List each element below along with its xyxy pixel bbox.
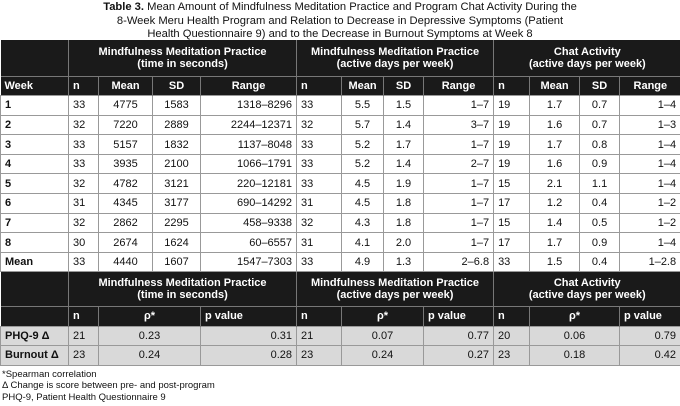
- table-cell: 1318–8296: [201, 96, 297, 116]
- table-cell: 1066–1791: [201, 154, 297, 174]
- table-cell: 0.8: [580, 135, 620, 155]
- row-label: 7: [1, 213, 69, 233]
- group-header-time: Mindfulness Meditation Practice (time in seconds): [69, 40, 297, 76]
- table-row: [1, 174, 680, 194]
- table-cell: 33: [69, 135, 99, 155]
- corr-group-header-active-days: Mindfulness Meditation Practice (active days per week): [297, 272, 494, 306]
- table-cell: 19: [494, 154, 530, 174]
- table-cell: 1–7: [424, 174, 494, 194]
- table-cell: 33: [494, 252, 530, 272]
- table-cell: 0.7: [580, 115, 620, 135]
- table-cell: 3935: [99, 154, 153, 174]
- column-header: n: [297, 76, 342, 96]
- table-cell: 17: [494, 233, 530, 253]
- table-cell: 1.7: [530, 233, 580, 253]
- corr-table-row: [1, 346, 680, 366]
- corr-column-header: n: [297, 306, 342, 326]
- row-label: 2: [1, 115, 69, 135]
- table-cell: 30: [69, 233, 99, 253]
- column-header: Range: [620, 76, 680, 96]
- table-cell: 5.2: [342, 135, 384, 155]
- table-cell: 1583: [153, 96, 201, 116]
- table-cell: 33: [69, 96, 99, 116]
- row-label: PHQ-9 Δ: [1, 326, 69, 346]
- table-cell: 1.2: [530, 194, 580, 214]
- table-cell: 1624: [153, 233, 201, 253]
- table-cell: 1.4: [530, 213, 580, 233]
- table-cell: 1–7: [424, 135, 494, 155]
- table-cell: 0.79: [620, 326, 680, 346]
- table-row: [1, 252, 680, 272]
- table-cell: 1137–8048: [201, 135, 297, 155]
- corr-column-header-row: [1, 306, 680, 326]
- table-cell: 2862: [99, 213, 153, 233]
- corr-group-header-time: Mindfulness Meditation Practice (time in seconds): [69, 272, 297, 306]
- table-cell: 1.5: [384, 96, 424, 116]
- table-row: [1, 135, 680, 155]
- table-cell: 33: [297, 135, 342, 155]
- table-cell: 0.28: [201, 346, 297, 366]
- table-cell: 19: [494, 135, 530, 155]
- table-cell: 0.18: [530, 346, 620, 366]
- table-cell: 5.2: [342, 154, 384, 174]
- table-cell: 4782: [99, 174, 153, 194]
- table-cell: 4.5: [342, 194, 384, 214]
- table-cell: 17: [494, 194, 530, 214]
- table-cell: 15: [494, 213, 530, 233]
- row-label: 4: [1, 154, 69, 174]
- table-cell: 2295: [153, 213, 201, 233]
- table-cell: 3121: [153, 174, 201, 194]
- table-cell: 5157: [99, 135, 153, 155]
- table-cell: 0.4: [580, 194, 620, 214]
- table-cell: 1.7: [530, 135, 580, 155]
- table-cell: 0.23: [99, 326, 201, 346]
- row-label: 6: [1, 194, 69, 214]
- corr-column-header: n: [69, 306, 99, 326]
- table-cell: 1–7: [424, 194, 494, 214]
- corr-column-header: p value: [201, 306, 297, 326]
- table-row: [1, 213, 680, 233]
- table-cell: 19: [494, 96, 530, 116]
- table-cell: 1–7: [424, 233, 494, 253]
- column-header: Mean: [342, 76, 384, 96]
- table-cell: 1–2.8: [620, 252, 680, 272]
- table-cell: 3–7: [424, 115, 494, 135]
- table-cell: 1–4: [620, 135, 680, 155]
- table-cell: 4775: [99, 96, 153, 116]
- corr-table-row: [1, 326, 680, 346]
- table-cell: 20: [494, 326, 530, 346]
- table-cell: 32: [69, 213, 99, 233]
- table-cell: 0.77: [424, 326, 494, 346]
- table-cell: 33: [297, 252, 342, 272]
- note-spearman: *Spearman correlation: [2, 368, 97, 380]
- table-cell: 0.4: [580, 252, 620, 272]
- table-cell: 1.3: [384, 252, 424, 272]
- table-row: [1, 115, 680, 135]
- table-cell: 1–3: [620, 115, 680, 135]
- column-header: Range: [424, 76, 494, 96]
- corr-column-header: p value: [424, 306, 494, 326]
- corr-column-header: n: [494, 306, 530, 326]
- group-header-active-days: Mindfulness Meditation Practice (active days per week): [297, 40, 494, 76]
- table-cell: 15: [494, 174, 530, 194]
- table-cell: 33: [297, 154, 342, 174]
- table-cell: 33: [69, 154, 99, 174]
- table-cell: 2100: [153, 154, 201, 174]
- table-cell: 5.5: [342, 96, 384, 116]
- table-cell: 1.7: [530, 96, 580, 116]
- table-cell: 2–7: [424, 154, 494, 174]
- table-cell: 1.4: [384, 154, 424, 174]
- table-cell: 1–7: [424, 96, 494, 116]
- table-cell: 19: [494, 115, 530, 135]
- group-header-chat: Chat Activity (active days per week): [494, 40, 680, 76]
- caption-text-3: Health Questionnaire 9) and to the Decrease in Burnout Symptoms at Week 8: [147, 28, 533, 40]
- table-cell: 32: [297, 213, 342, 233]
- table-cell: 4.9: [342, 252, 384, 272]
- table-notes: [0, 366, 680, 404]
- column-header: SD: [580, 76, 620, 96]
- table-cell: 0.27: [424, 346, 494, 366]
- row-label: 8: [1, 233, 69, 253]
- table-cell: 0.9: [580, 154, 620, 174]
- table-cell: 2674: [99, 233, 153, 253]
- corr-group-header-row: [1, 272, 680, 306]
- corr-column-header: ρ*: [99, 306, 201, 326]
- table-cell: 1–2: [620, 213, 680, 233]
- table-cell: 32: [69, 174, 99, 194]
- table-cell: 33: [297, 96, 342, 116]
- table-cell: 1.4: [384, 115, 424, 135]
- table-cell: 1.5: [530, 252, 580, 272]
- table-cell: 33: [69, 252, 99, 272]
- table-cell: 1.9: [384, 174, 424, 194]
- table-cell: 1–4: [620, 233, 680, 253]
- table-cell: 31: [297, 233, 342, 253]
- table-cell: 2.0: [384, 233, 424, 253]
- table-cell: 23: [494, 346, 530, 366]
- corr-column-header: ρ*: [530, 306, 620, 326]
- table-cell: 2–6.8: [424, 252, 494, 272]
- row-label: 1: [1, 96, 69, 116]
- group-header-row: [1, 40, 680, 76]
- corr-column-header: [1, 306, 69, 326]
- table-cell: 1–7: [424, 213, 494, 233]
- table-cell: 3177: [153, 194, 201, 214]
- table-cell: 33: [297, 174, 342, 194]
- table-cell: 31: [69, 194, 99, 214]
- table-cell: 1.8: [384, 194, 424, 214]
- correlation-table: [0, 272, 680, 365]
- caption-text-2: 8-Week Meru Health Program and Relation to Decrease in Depressive Symptoms (Patient: [116, 14, 564, 27]
- row-label: 5: [1, 174, 69, 194]
- column-header: Week: [1, 76, 69, 96]
- table-cell: 1547–7303: [201, 252, 297, 272]
- table-cell: 60–6557: [201, 233, 297, 253]
- table-cell: 4345: [99, 194, 153, 214]
- table-cell: 0.9: [580, 233, 620, 253]
- table-cell: 1.6: [530, 154, 580, 174]
- note-delta: Δ Change is score between pre- and post-program: [2, 380, 215, 392]
- table-cell: 23: [69, 346, 99, 366]
- table-cell: 4.1: [342, 233, 384, 253]
- table-cell: 1832: [153, 135, 201, 155]
- table-row: [1, 194, 680, 214]
- table-cell: 0.07: [342, 326, 424, 346]
- table-cell: 7220: [99, 115, 153, 135]
- table-cell: 1–4: [620, 174, 680, 194]
- table-row: [1, 154, 680, 174]
- table-cell: 2.1: [530, 174, 580, 194]
- caption-label: Table 3.: [103, 1, 145, 13]
- table-cell: 4440: [99, 252, 153, 272]
- column-header: n: [494, 76, 530, 96]
- table-row: [1, 233, 680, 253]
- table-row: [1, 96, 680, 116]
- table-cell: 0.42: [620, 346, 680, 366]
- table-cell: 31: [297, 194, 342, 214]
- table-cell: 5.7: [342, 115, 384, 135]
- table-cell: 21: [69, 326, 99, 346]
- column-header-row: [1, 76, 680, 96]
- table-cell: 690–14292: [201, 194, 297, 214]
- table-cell: 0.5: [580, 213, 620, 233]
- table-cell: 1.6: [530, 115, 580, 135]
- table-cell: 2889: [153, 115, 201, 135]
- caption-text-1: Mean Amount of Mindfulness Meditation Practice and Program Chat Activity During the: [144, 1, 577, 13]
- table-cell: 0.24: [99, 346, 201, 366]
- table-cell: 0.7: [580, 96, 620, 116]
- table-cell: 1.8: [384, 213, 424, 233]
- table-cell: 1–4: [620, 154, 680, 174]
- table-cell: 1–2: [620, 194, 680, 214]
- corr-column-header: p value: [620, 306, 680, 326]
- note-phq9: PHQ-9, Patient Health Questionnaire 9: [2, 391, 166, 403]
- table-cell: 4.5: [342, 174, 384, 194]
- row-label: 3: [1, 135, 69, 155]
- table-cell: 2244–12371: [201, 115, 297, 135]
- table-cell: 0.31: [201, 326, 297, 346]
- table-caption: [0, 0, 680, 40]
- results-table: [0, 40, 680, 272]
- column-header: Range: [201, 76, 297, 96]
- column-header: Mean: [530, 76, 580, 96]
- table-cell: 32: [297, 115, 342, 135]
- table-cell: 0.24: [342, 346, 424, 366]
- table-cell: 1–4: [620, 96, 680, 116]
- table-cell: 0.06: [530, 326, 620, 346]
- table-cell: 1.1: [580, 174, 620, 194]
- row-label: Burnout Δ: [1, 346, 69, 366]
- table-cell: 1607: [153, 252, 201, 272]
- table-cell: 1.7: [384, 135, 424, 155]
- column-header: Mean: [99, 76, 153, 96]
- table-cell: 23: [297, 346, 342, 366]
- corr-group-header-chat: Chat Activity (active days per week): [494, 272, 680, 306]
- row-label: Mean: [1, 252, 69, 272]
- table-cell: 458–9338: [201, 213, 297, 233]
- table-cell: 32: [69, 115, 99, 135]
- column-header: SD: [384, 76, 424, 96]
- table-cell: 220–12181: [201, 174, 297, 194]
- table-cell: 21: [297, 326, 342, 346]
- column-header: SD: [153, 76, 201, 96]
- corr-column-header: ρ*: [342, 306, 424, 326]
- table-cell: 4.3: [342, 213, 384, 233]
- column-header: n: [69, 76, 99, 96]
